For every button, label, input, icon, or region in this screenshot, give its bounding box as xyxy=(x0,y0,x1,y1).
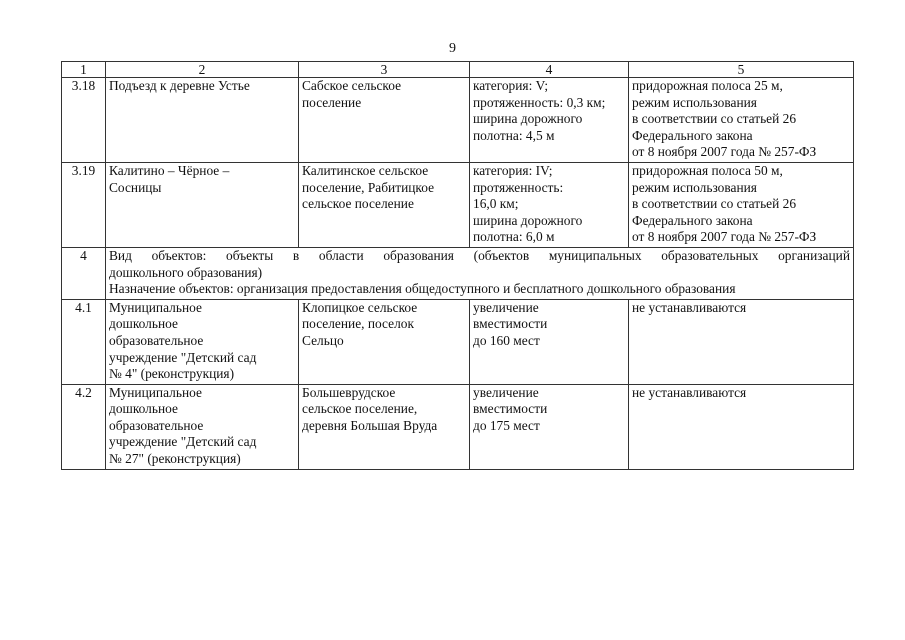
object-type-line: дошкольного образования) xyxy=(109,264,263,280)
header-cell: 3 xyxy=(299,62,470,78)
object-zones: не устанавливаются xyxy=(629,384,854,469)
object-characteristics: увеличение вместимости до 160 мест xyxy=(470,299,629,384)
header-cell: 2 xyxy=(106,62,299,78)
object-location: Сабское сельское поселение xyxy=(299,78,470,163)
object-name: Подъезд к деревне Устье xyxy=(106,78,299,163)
row-number: 4.2 xyxy=(62,384,106,469)
object-location: Большеврудское сельское поселение, деревня Большая Вруда xyxy=(299,384,470,469)
object-characteristics: категория: V; протяженность: 0,3 км; ширина дорожного полотна: 4,5 м xyxy=(470,78,629,163)
object-zones: придорожная полоса 50 м, режим использования в соответствии со статьей 26 Федерального закона от 8 ноября 2007 года № 257-ФЗ xyxy=(629,162,854,247)
header-row xyxy=(62,62,854,78)
object-location: Калитинское сельское поселение, Рабитицкое сельское поселение xyxy=(299,162,470,247)
table-row xyxy=(62,299,854,384)
row-number: 3.18 xyxy=(62,78,106,163)
object-characteristics: категория: IV; протяженность: 16,0 км; ширина дорожного полотна: 6,0 м xyxy=(470,162,629,247)
table-row xyxy=(62,78,854,163)
page-number: 9 xyxy=(449,41,456,56)
object-name: Калитино – Чёрное – Сосницы xyxy=(106,162,299,247)
object-characteristics: увеличение вместимости до 175 мест xyxy=(470,384,629,469)
object-name: Муниципальное дошкольное образовательное учреждение "Детский сад № 4" (реконструкция) xyxy=(106,299,299,384)
table-row xyxy=(62,384,854,469)
object-type-line: Вид объектов: объекты в области образования (объектов муниципальных образовательных организаций xyxy=(109,247,850,263)
planning-table xyxy=(61,61,854,470)
row-number: 3.19 xyxy=(62,162,106,247)
object-location: Клопицкое сельское поселение, поселок Сельцо xyxy=(299,299,470,384)
section-number: 4 xyxy=(62,247,106,299)
object-name: Муниципальное дошкольное образовательное учреждение "Детский сад № 27" (реконструкция) xyxy=(106,384,299,469)
object-purpose: Назначение объектов: организация предоставления общедоступного и бесплатного дошкольного образования xyxy=(109,281,736,297)
object-zones: не устанавливаются xyxy=(629,299,854,384)
section-row xyxy=(62,247,854,299)
object-zones: придорожная полоса 25 м, режим использования в соответствии со статьей 26 Федерального закона от 8 ноября 2007 года № 257-ФЗ xyxy=(629,78,854,163)
header-cell: 4 xyxy=(470,62,629,78)
header-cell: 1 xyxy=(62,62,106,78)
header-cell: 5 xyxy=(629,62,854,78)
table-row xyxy=(62,162,854,247)
section-description xyxy=(106,247,854,299)
row-number: 4.1 xyxy=(62,299,106,384)
